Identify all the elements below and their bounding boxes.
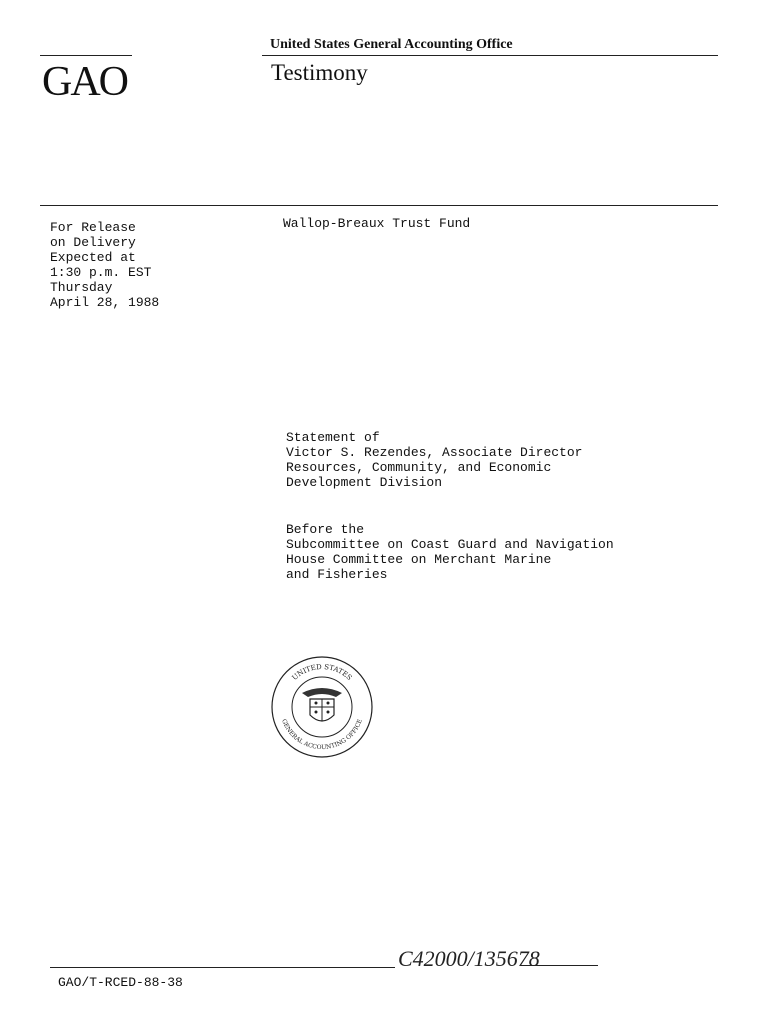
release-line: on Delivery: [50, 235, 136, 250]
agency-name: United States General Accounting Office: [270, 37, 513, 52]
seal-top-text: UNITED STATES: [290, 662, 354, 682]
testimony-subject: Wallop-Breaux Trust Fund: [283, 216, 471, 231]
hearing-line: Subcommittee on Coast Guard and Navigation: [286, 537, 614, 552]
statement-line: Development Division: [286, 475, 443, 490]
statement-block: [286, 430, 582, 490]
release-info: [50, 220, 159, 310]
svg-text:GENERAL ACCOUNTING OFFICE: [280, 718, 364, 751]
hearing-line: Before the: [286, 522, 365, 537]
statement-line: Statement of: [286, 430, 380, 445]
gao-seal-icon: [270, 655, 374, 759]
release-line: Thursday: [50, 280, 113, 295]
handwritten-code: C42000/135678: [398, 946, 540, 971]
release-line: Expected at: [50, 250, 136, 265]
svg-text:UNITED STATES: [291, 663, 354, 682]
hearing-line: House Committee on Merchant Marine: [286, 552, 552, 567]
hearing-line: and Fisheries: [286, 567, 388, 582]
header-top-rule-left: [40, 55, 132, 56]
document-type: Testimony: [271, 60, 368, 85]
release-line: For Release: [50, 220, 136, 235]
release-line: 1:30 p.m. EST: [50, 265, 152, 280]
footer-rule-left: [50, 967, 395, 968]
header-top-rule: [262, 55, 718, 56]
hearing-block: [286, 522, 614, 582]
statement-line: Victor S. Rezendes, Associate Director: [286, 445, 583, 460]
seal-bottom-text: GENERAL ACCOUNTING OFFICE: [280, 718, 364, 752]
header-bottom-rule: [40, 205, 718, 206]
report-number: GAO/T-RCED-88-38: [58, 975, 183, 990]
release-line: April 28, 1988: [50, 295, 160, 310]
statement-line: Resources, Community, and Economic: [286, 460, 552, 475]
gao-logo: GAO: [42, 59, 127, 105]
